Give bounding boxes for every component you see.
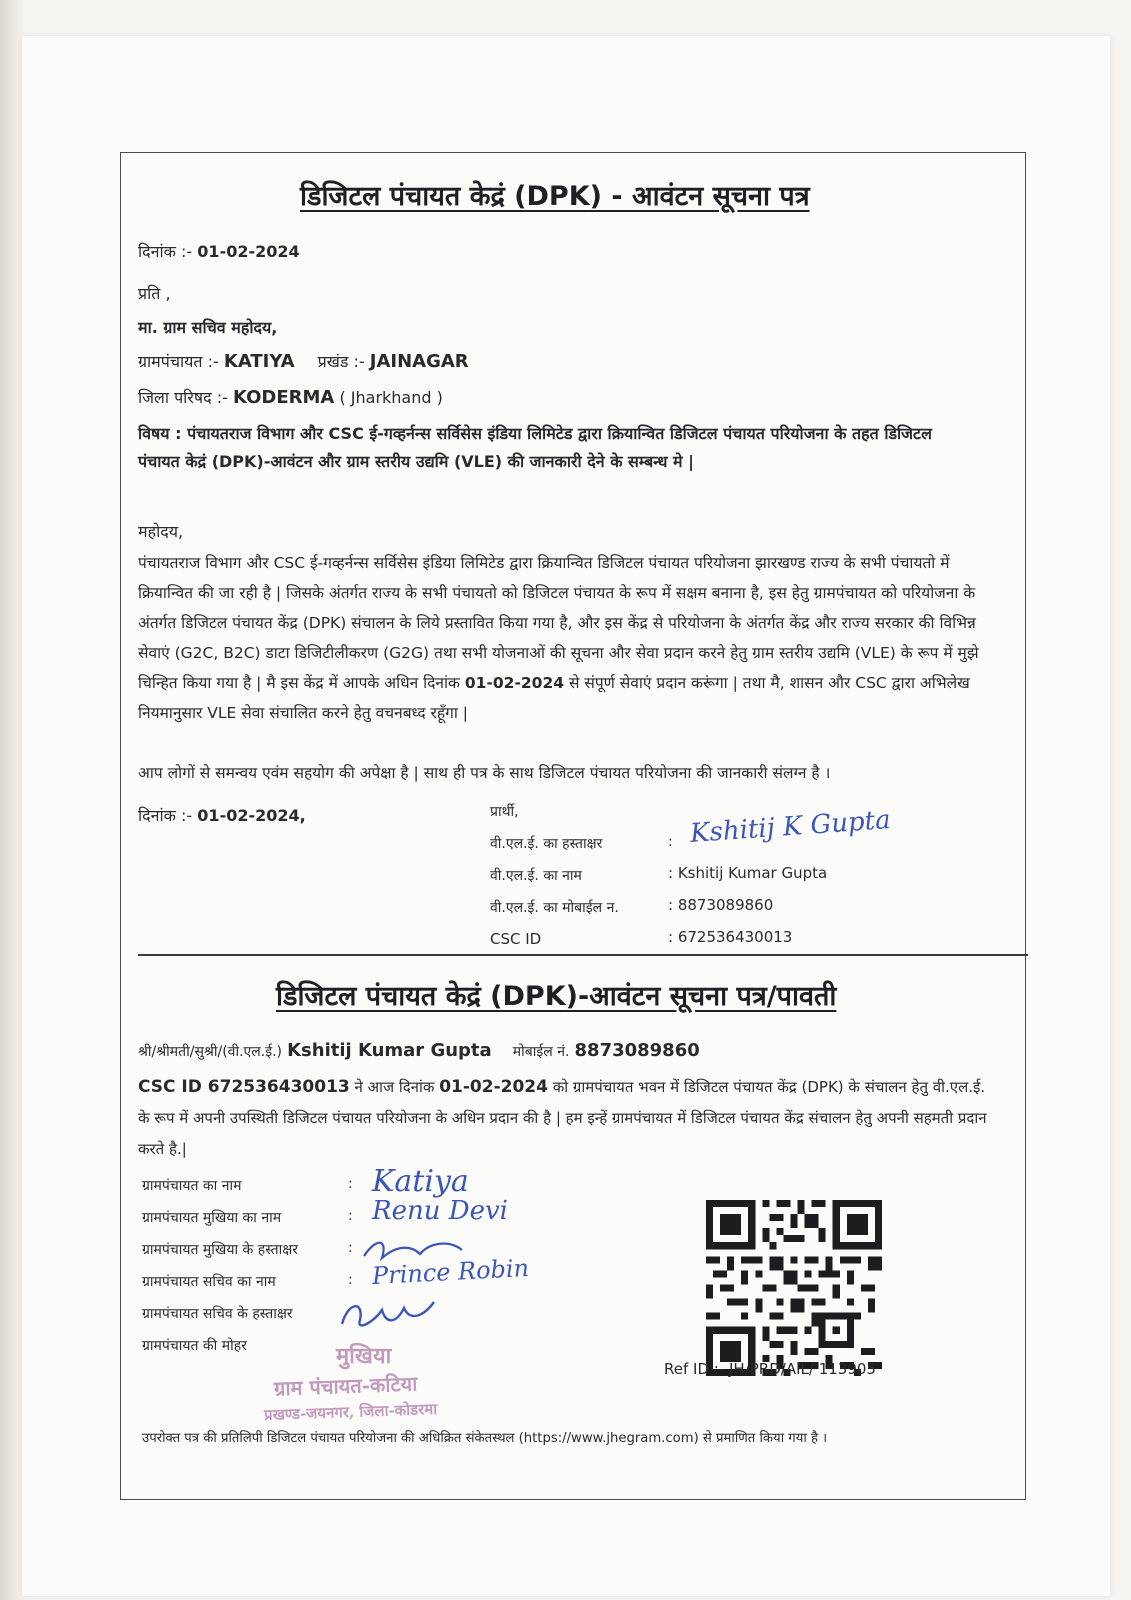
gp-line [138,350,469,372]
field-secretary-name-colon: : [348,1272,353,1288]
vle-mobile-value: : 8873089860 [668,896,774,914]
footer-date-line [138,804,306,826]
body-part1: पंचायतराज विभाग और CSC ई-गव्हर्नन्स सर्विसेस इंडिया लिमिटेड द्वारा क्रियान्वित डिजिटल पंचायत परियोजना झारखण्ड राज्य के सभी पंचायतो में क्रियान्वित की जा रही है | जिसके अंतर्गत राज्य के सभी पंचायतो को डिजिटल पंचायत के रूप में सक्षम बनाना है, इस हेतु ग्रामपंचायत को परियोजना के अंतर्गत डिजिटल पंचायत केंद्र (DPK) संचालन के लिये प्रस्तावित किया गया है, और इस केंद्र से परियोजना के अंतर्गत केंद्र और राज्य सरकार की विभिन्न सेवाएं (G2C, B2C) डाटा डिजिटीलीकरण (G2G) तथा सभी योजनाओं की सूचना और सेवा प्रदान करने हेतु ग्राम स्तरीय उद्यमि (VLE) के रूप में मुझे चिन्हित किया गया है | मै इस केंद्र में आपके अधिन दिनांक [138,554,979,692]
receipt-mobile-value: 8873089860 [574,1040,700,1061]
section-divider [138,954,1028,956]
footer-date-value: 01-02-2024, [197,806,306,825]
field-secretary-name-label: ग्रामपंचायत सचिव का नाम [142,1274,276,1290]
csc-id-label: CSC ID [490,930,542,948]
subject-text: विषय : पंचायतराज विभाग और CSC ई-गव्हर्नन्स सर्विसेस इंडिया लिमिटेड द्वारा क्रियान्वित डिजिटल पंचायत परियोजना के तहत डिजिटल पंचायत केद्रं (DPK)-आवंटन और ग्राम स्तरीय उद्यमि (VLE) की जानकारी देने के सम्बन्ध मे | [138,424,932,471]
to-label: प्रति , [138,284,171,303]
vle-name-value: : Kshitij Kumar Gupta [668,864,828,882]
stamp-line-2: ग्राम पंचायत-कटिया [273,1371,418,1401]
scan-edge [0,0,24,1600]
date-value: 01-02-2024 [197,242,300,261]
vle-signature-label: वी.एल.ई. का हस्ताक्षर [490,836,603,852]
applicant-label: प्रार्थी, [490,804,519,820]
field-secretary-sign-label: ग्रामपंचायत सचिव के हस्ताक्षर [142,1306,293,1322]
receipt-paragraph [138,1072,998,1165]
field-mukhiya-sign-colon: : [348,1240,353,1256]
state-value: ( Jharkhand ) [339,388,443,407]
gp-value: KATIYA [223,351,295,372]
field-mukhiya-sign-label: ग्रामपंचायत मुखिया के हस्ताक्षर [142,1242,299,1258]
field-secretary-name-handwritten: Prince Robin [371,1253,530,1291]
receipt-text-b: को ग्रामपंचायत भवन में डिजिटल पंचायत केंद्र (DPK) के संचालन हेतु वी.एल.ई. के रूप में अपनी उपस्थिती डिजिटल पंचायत परियोजना के अधिन प्रदान की है | हम इन्हें ग्रामपंचायत में डिजिटल पंचायत केंद्र संचालन हेतु अपनी सहमती प्रदान करते है.| [138,1078,987,1158]
stamp-line-3: प्रखण्ड-जयनगर, जिला-कोडरमा [263,1399,438,1425]
body-part2: से संपूर्ण सेवाएं प्रदान करूंगा | तथा मै, शासन और CSC द्वारा अभिलेख नियमानुसार VLE सेवा संचालित करने हेतु वचनबध्द रहूँगा | [138,674,970,722]
block-label: प्रखंड :- [317,352,365,371]
field-gp-name-label: ग्रामपंचायत का नाम [142,1178,242,1194]
field-mukhiya-name-colon: : [348,1208,353,1224]
receipt-vle-name: Kshitij Kumar Gupta [287,1040,492,1061]
body-paragraph-2: आप लोगों से समन्वय एवंम सहयोग की अपेक्षा है | साथ ही पत्र के साथ डिजिटल पंचायत परियोजना की जानकारी संलग्न है । [138,764,831,782]
field-mukhiya-name-label: ग्रामपंचायत मुखिया का नाम [142,1210,282,1226]
csc-id-value: : 672536430013 [668,928,793,946]
block-value: JAINAGAR [369,351,469,372]
ref-id: Ref ID :- JH/PRD/AIL/ 113905 [664,1360,876,1378]
receipt-prefix: श्री/श्रीमती/सुश्री/(वी.एल.ई.) [138,1044,282,1060]
footer-date-label: दिनांक :- [138,806,193,825]
district-value: KODERMA [232,387,335,408]
receipt-csc-id: CSC ID 672536430013 [138,1077,350,1097]
gp-label: ग्रामपंचायत :- [138,352,219,371]
salutation: महोदय, [138,522,184,541]
vle-signature-colon: : [668,834,673,850]
vle-signature: Kshitij K Gupta [689,805,892,849]
recipient: मा. ग्राम सचिव महोदय, [138,318,278,337]
letter-title: डिजिटल पंचायत केद्रं (DPK) - आवंटन सूचना पत्र [300,181,810,212]
field-seal-label: ग्रामपंचायत की मोहर [142,1338,247,1354]
receipt-text-a: ने आज दिनांक [354,1078,435,1096]
date-label: दिनांक :- [138,242,193,261]
field-gp-name-handwritten: Katiya [372,1164,469,1199]
vle-mobile-label: वी.एल.ई. का मोबाईल न. [490,900,619,916]
qr-code [706,1200,882,1376]
receipt-title: डिजिटल पंचायत केद्रं (DPK)-आवंटन सूचना पत्र/पावती [276,981,837,1012]
stamp-line-1: मुखिया [336,1343,392,1369]
district-line [138,386,443,408]
receipt-mobile-label: मोबाईल नं. [512,1044,570,1060]
field-mukhiya-name-handwritten: Renu Devi [372,1196,508,1226]
body-paragraph [138,548,1000,728]
body-date: 01-02-2024 [464,674,565,692]
vle-name-label: वी.एल.ई. का नाम [490,868,582,884]
receipt-date: 01-02-2024 [439,1077,548,1097]
date-line [138,240,300,262]
footer-note: उपरोक्त पत्र की प्रतिलिपी डिजिटल पंचायत परियोजना की अधिक्रित संकेतस्थल (https://www.jhegram.com) से प्रमाणित किया गया है । [142,1431,828,1446]
receipt-name-line [138,1040,700,1061]
district-label: जिला परिषद :- [138,388,228,407]
secretary-signature [334,1294,444,1338]
field-gp-name-colon: : [348,1176,353,1192]
